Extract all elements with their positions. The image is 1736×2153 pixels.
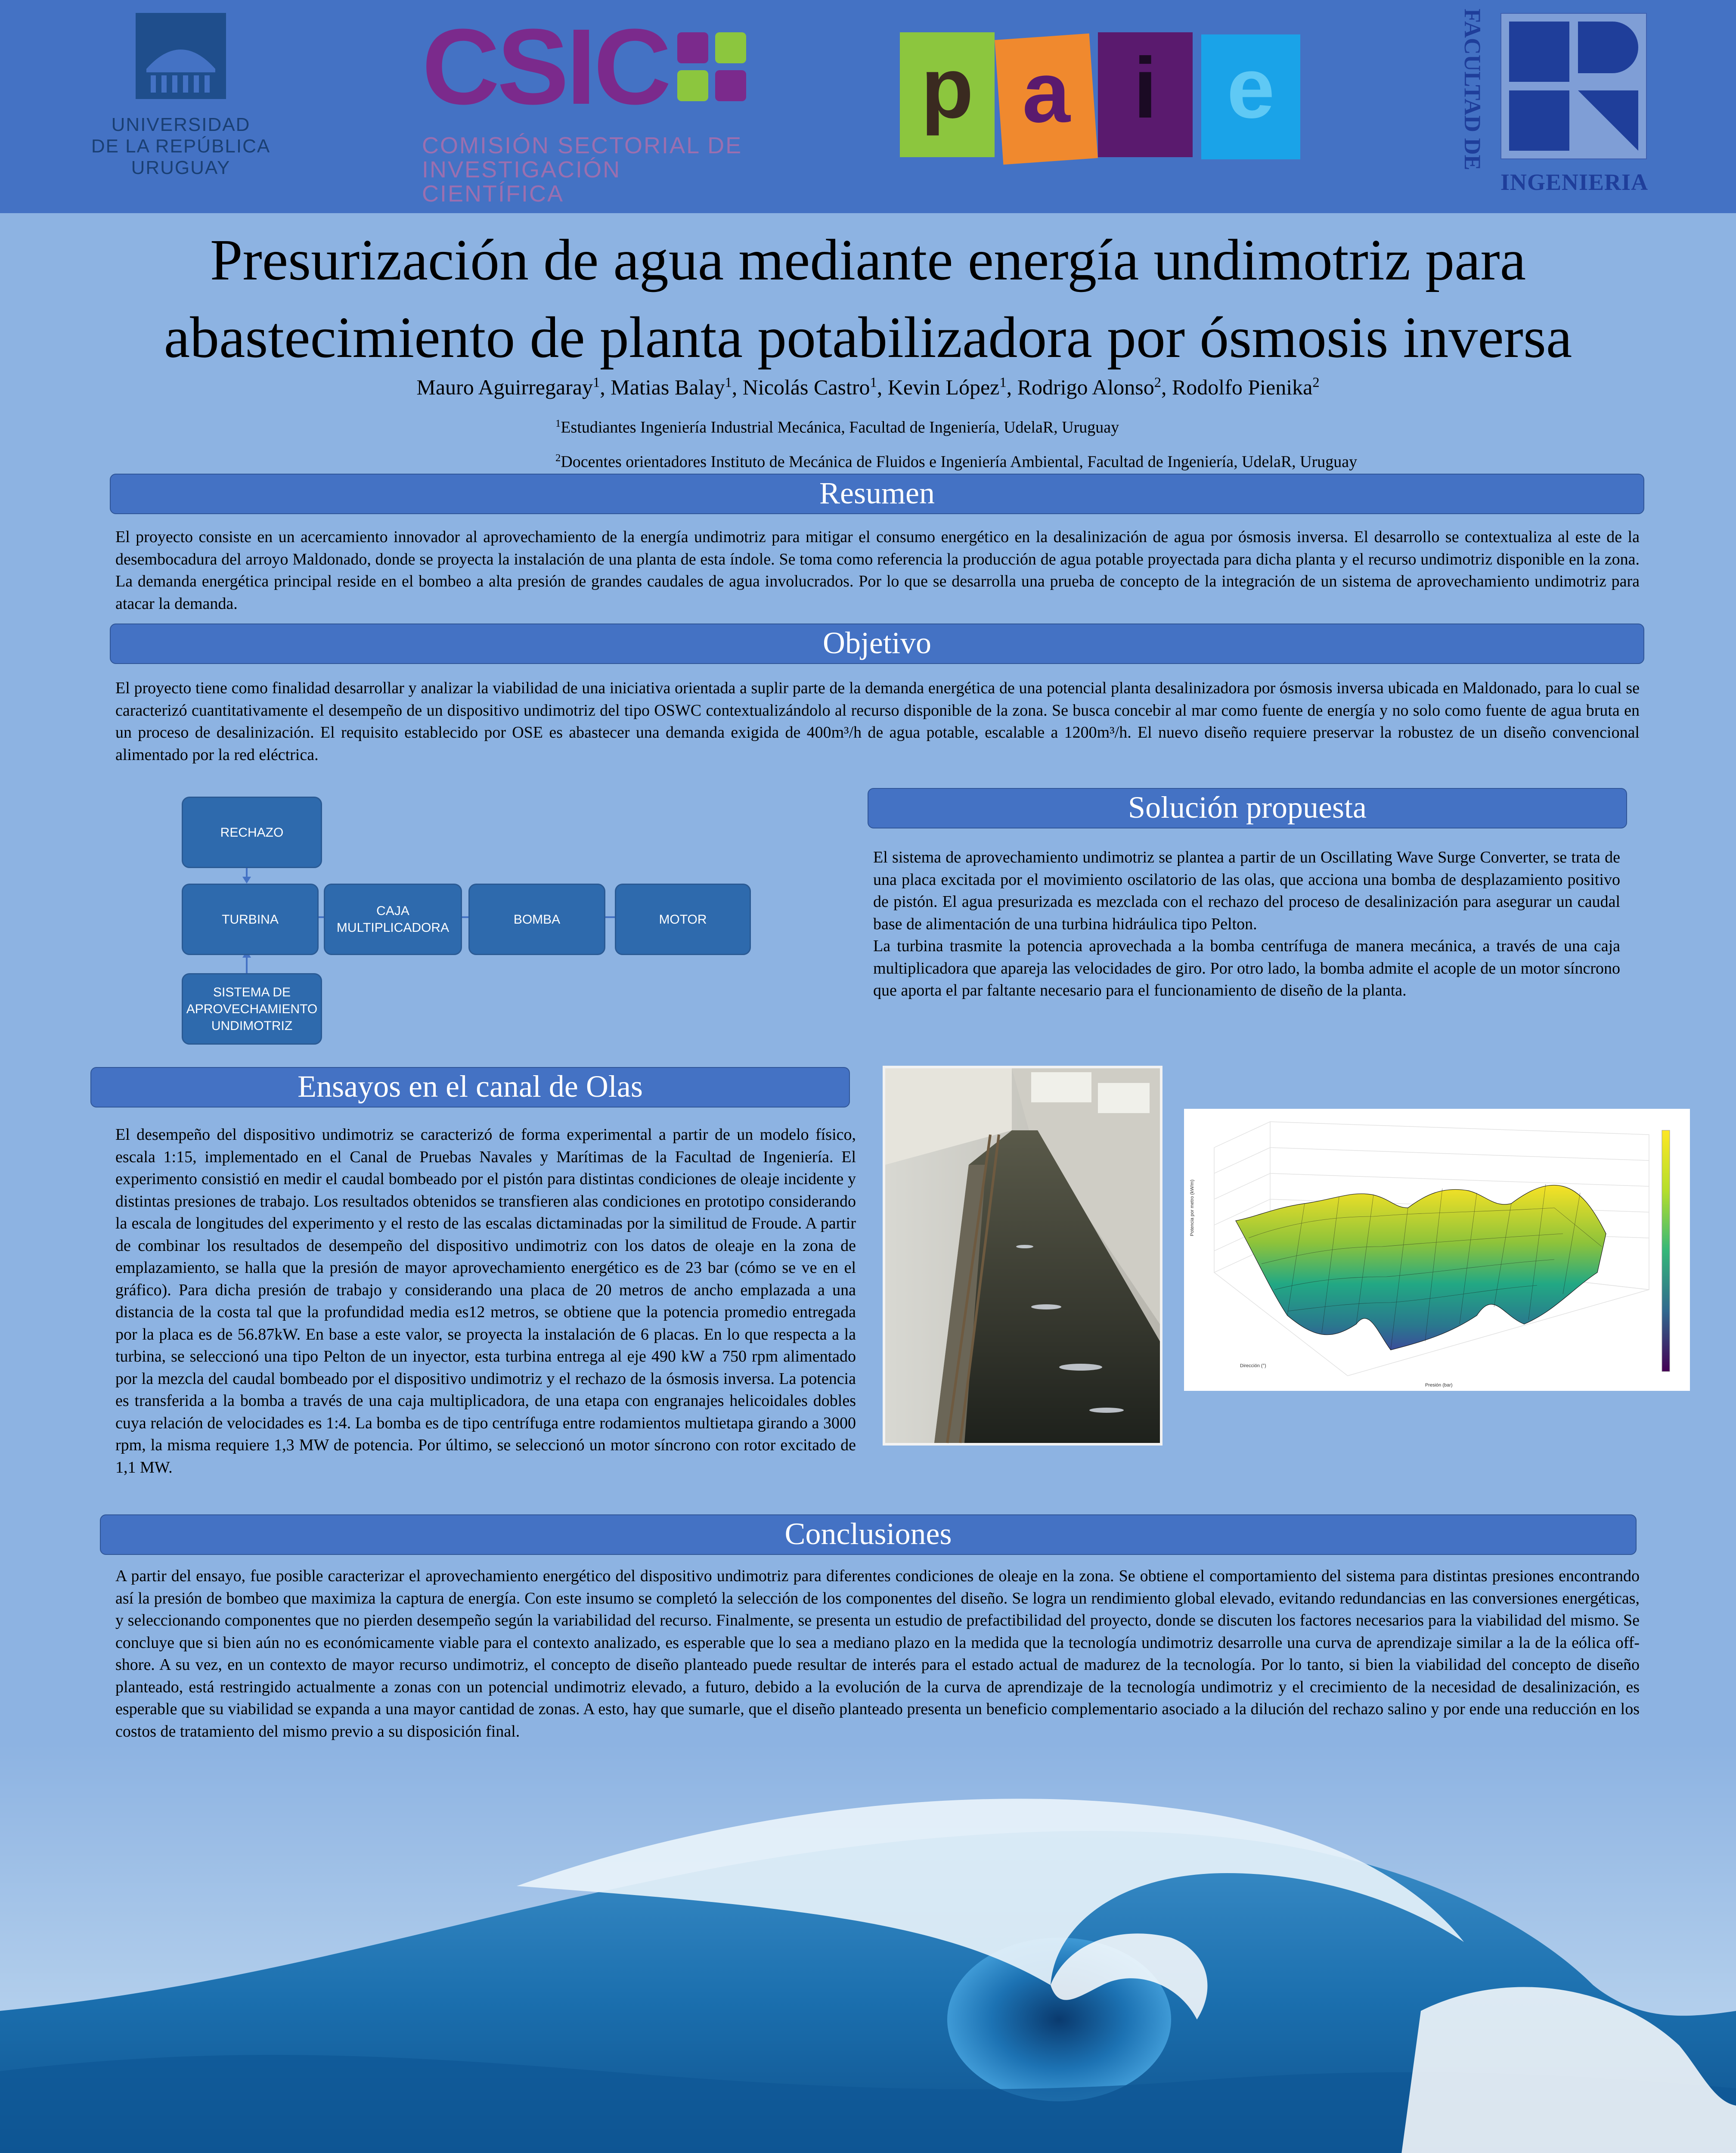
diagram-sistema: SISTEMA DE APROVECHAMIENTO UNDIMOTRIZ: [182, 973, 322, 1045]
authors: Mauro Aguirregaray$^1$, Matias Balay$^1$, Nicolás Castro$^1$, Kevin López$^1$, Rodrigo Alonso$^2$, Rodolfo Pienika$^2$: [416, 375, 1320, 399]
udelar-building-icon: [90, 13, 271, 103]
diagram-caja: CAJA MULTIPLICADORA: [324, 884, 462, 955]
affiliation-2: $^2$Docentes orientadores Instituto de Mecánica de Fluidos e Ingeniería Ambiental, Facultad de Ingeniería, UdelaR, Uruguay: [555, 452, 1358, 471]
ocean-wave-image: [0, 1744, 1736, 2153]
udelar-logo: [90, 13, 271, 185]
diagram-rechazo: RECHAZO: [182, 797, 322, 868]
paie-letter-a: a: [1022, 44, 1070, 140]
author: Nicolás Castro$^1$: [742, 375, 877, 399]
affiliation-1: $^1$Estudiantes Ingeniería Industrial Mecánica, Facultad de Ingeniería, UdelaR, Uruguay: [555, 418, 1119, 437]
resumen-heading: Resumen: [110, 474, 1644, 514]
fing-bottom-text: INGENIERIA: [1500, 169, 1649, 195]
solucion-paragraph-2: La turbina trasmite la potencia aprovechada a la bomba centrífuga de manera mecánica, a través de una caja multiplicadora que apareja las velocidades de giro. Por otro lado, la bomba admite el acople de un motor síncrono que aporta el par faltante necesario para el funcionamiento de diseño de la planta.: [873, 937, 1620, 999]
title-line-2: abastecimiento de planta potabilizadora por ósmosis inversa: [164, 305, 1572, 370]
csic-wordmark: CSIC: [422, 6, 669, 127]
author: Rodrigo Alonso$^2$: [1017, 375, 1161, 399]
udelar-text-1: UNIVERSIDAD: [111, 114, 251, 135]
udelar-text-2: DE LA REPÚBLICA: [91, 136, 271, 157]
power-surface-plot: [1184, 1109, 1690, 1391]
diagram-motor: MOTOR: [615, 884, 751, 955]
objetivo-body: El proyecto tiene como finalidad desarrollar y analizar la viabilidad de una iniciativa orientada a suplir parte de la demanda energética de una potencial planta desalinizadora por ósmosis inversa ubicada en Maldonado, para lo cual se caracterizó cuantitativamente el desempeño de un dispositivo undimotriz del tipo OSWC contextualizándolo al recurso disponible de la zona. Se busca concebir al mar como fuente de energía y no solo como fuente de agua bruta en un proceso de desalinización. El requisito establecido por OSE es abastecer una demanda exigida de 400m³/h de agua potable, escalable a 1200m³/h. El nuevo diseño requiere preservar la robustez de un diseño convencional alimentado por la red eléctrica.: [115, 679, 1640, 764]
csic-line-1: COMISIÓN SECTORIAL DE: [422, 133, 743, 158]
plot-zlabel: Potencia por metro (kW/m): [1190, 1179, 1195, 1236]
csic-squares-icon: [677, 32, 746, 101]
solucion-paragraph-1: El sistema de aprovechamiento undimotriz se plantea a partir de un Oscillating Wave Surge Converter, se trata de una placa excitada por el movimiento oscilatorio de las olas, que acciona una bomba de desplazamiento positivo de pistón. El agua presurizada es mezclada con el rechazo del proceso de desalinización para asegurar un caudal base de alimentación de una turbina hidráulica tipo Pelton.: [873, 848, 1620, 933]
objetivo-heading: Objetivo: [110, 624, 1644, 664]
udelar-text-3: URUGUAY: [131, 157, 231, 178]
conclusiones-body: A partir del ensayo, fue posible caracterizar el aprovechamiento energético del dispositivo undimotriz para diferentes condiciones de oleaje en la zona. Se obtiene el comportamiento del sistema para distintas presiones encontrando así la presión de bombeo que maximiza la captura de energía. Con este insumo se completó la selección de los componentes del diseño. Se logra un rendimiento global elevado, evitando redundancias en las conversiones energéticas, y seleccionando componentes que no pierden desempeño según la variabilidad del recurso. Finalmente, se presenta un estudio de prefactibilidad del proyecto, donde se discuten los factores necesarios para la viabilidad del mismo. Se concluye que si bien aún no es económicamente viable para el contexto analizado, es esperable que lo sea a mediano plazo en la medida que la tecnología undimotriz desarrolle una curva de aprendizaje similar a la de la eólica off-shore. A su vez, en un contexto de mayor recurso undimotriz, el concepto de diseño planteado puede resultar de interés para el estado actual de madurez de la tecnología. Por lo tanto, si bien la viabilidad del concepto de diseño planteado, está restringido actualmente a zonas con un potencial undimotriz elevado, a futuro, debido a la evolución de la curva de aprendizaje de la tecnología undimotriz y el crecimiento de la necesidad de desalinización, es esperable que su viabilidad se expanda a una mayor cantidad de zonas. A esto, hay que sumarle, que el diseño planteado presenta un beneficio complementario asociado a la dilución del rechazo salino y por ende una reducción en los costos de tratamiento del mismo previo a su disposición final.: [115, 1567, 1640, 1740]
ensayos-heading: Ensayos en el canal de Olas: [90, 1067, 850, 1108]
resumen-body: El proyecto consiste en un acercamiento innovador al aprovechamiento de la energía undimotriz para mitigar el consumo energético en la desalinización de agua por ósmosis inversa. El desarrollo se contextualiza al este de la desembocadura del arroyo Maldonado, donde se proyecta la instalación de una planta de esta índole. Se toma como referencia la producción de agua potable proyectada para dicha planta y el recurso undimotriz disponible en la zona. La demanda energética principal reside en el bombeo a alta presión de grandes caudales de agua involucrados. Por lo que se desarrolla una prueba de concepto de la integración de un sistema de aprovechamiento undimotriz para atacar la demanda.: [115, 528, 1640, 613]
paie-logo: [900, 32, 1300, 166]
paie-letter-e: e: [1227, 40, 1275, 136]
csic-logo: [422, 6, 766, 207]
solucion-heading: Solución propuesta: [868, 788, 1627, 828]
conclusiones-heading: Conclusiones: [100, 1514, 1637, 1555]
solucion-body: [873, 847, 1620, 1002]
plot-ylabel: Presión (bar): [1425, 1383, 1453, 1388]
csic-line-2: INVESTIGACIÓN CIENTÍFICA: [422, 157, 621, 207]
fing-logo: [1460, 9, 1653, 194]
poster-title: [43, 222, 1693, 376]
title-line-1: Presurización de agua mediante energía undimotriz para: [210, 228, 1526, 292]
paie-letter-p: p: [921, 40, 974, 136]
ensayos-body: El desempeño del dispositivo undimotriz se caracterizó de forma experimental a partir de un modelo físico, escala 1:15, implementado en el Canal de Pruebas Navales y Marítimas de la Facultad de Ingeniería. El experimento consistió en medir el caudal bombeado por el pistón para distintas condiciones de oleaje incidente y distintas presiones de trabajo. Los resultados obtenidos se transfieren alas condiciones en prototipo considerando la escala de longitudes del experimento y el resto de las escalas dictaminadas por la similitud de Froude. A partir de combinar los resultados de desempeño del dispositivo undimotriz con los datos de oleaje en la zona de emplazamiento, se halla que la presión de mayor aprovechamiento energético es de 23 bar (cómo se ve en el gráfico). Para dicha presión de trabajo y considerando una placa de 20 metros de ancho emplazada a una distancia de la costa tal que la profundidad media es12 metros, se obtiene que la potencia promedio entregada por la placa es de 56.87kW. En base a este valor, se proyecta la instalación de 6 placas. En lo que respecta a la turbina, se seleccionó una tipo Pelton de un inyector, esta turbina entrega al eje 490 kW a 750 rpm alimentado por la mezcla del caudal bombeado por el dispositivo undimotriz y el rechazo de la ósmosis inversa. La potencia es transferida a la bomba a través de una caja multiplicadora, de una etapa con engranajes helicoidales dobles cuya relación de velocidades es 1:4. La bomba es de tipo centrífuga entre rodamientos multietapa girando a 3000 rpm, la misma requiere 1,3 MW de potencia. Por último, se seleccionó un motor síncrono con rotor excitado de 1,1 MW.: [115, 1126, 856, 1477]
plot-xlabel: Dirección (°): [1240, 1363, 1266, 1368]
author: Mauro Aguirregaray$^1$: [416, 375, 600, 399]
author: Kevin López$^1$: [887, 375, 1007, 399]
fing-emblem-icon: [1500, 13, 1647, 159]
author: Rodolfo Pienika$^2$: [1172, 375, 1320, 399]
paie-letter-i: i: [1133, 40, 1157, 136]
wave-flume-photo: [883, 1066, 1162, 1446]
diagram-turbina: TURBINA: [182, 884, 319, 955]
diagram-bomba: BOMBA: [468, 884, 605, 955]
fing-vertical-text: FACULTAD DE: [1460, 9, 1485, 171]
author: Matias Balay$^1$: [611, 375, 732, 399]
